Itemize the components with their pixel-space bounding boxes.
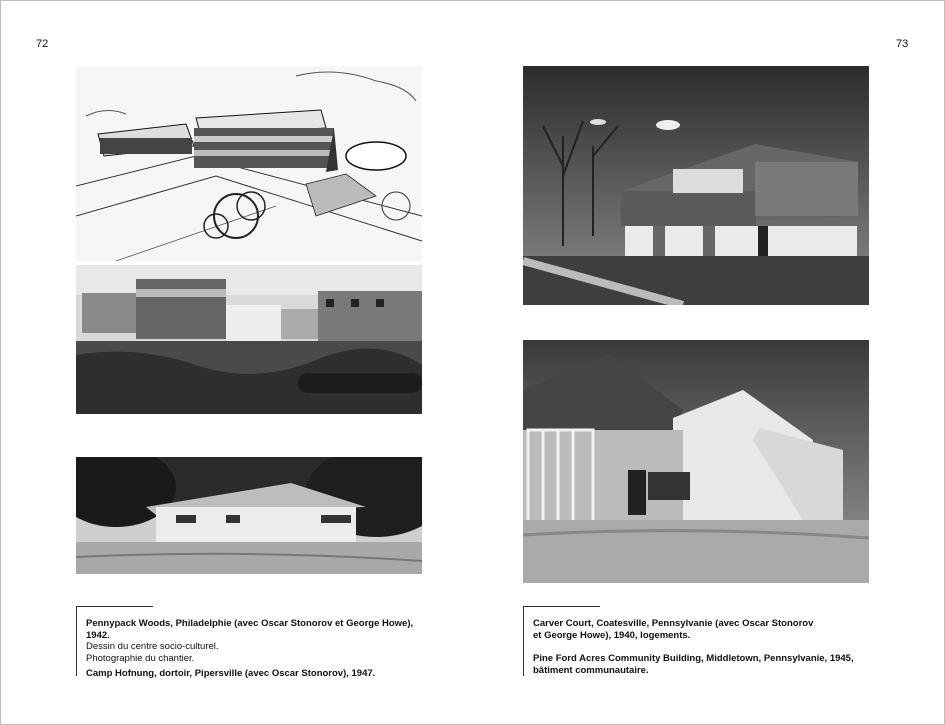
caption-carver-line1: Carver Court, Coatesville, Pennsylvanie (avec Oscar Stonorov: [533, 618, 814, 629]
photo-carver-court: [523, 66, 869, 305]
sketch-community-center: [76, 66, 422, 261]
page-number-right: 73: [896, 38, 909, 50]
caption-pennypack-title: Pennypack Woods, Philadelphie (avec Oscar Stonorov et George Howe), 1942.: [86, 618, 414, 641]
caption-camp-hofnung: Camp Hofnung, dortoir, Pipersville (avec Oscar Stonorov), 1947.: [86, 668, 376, 679]
caption-left: [86, 618, 416, 680]
caption-carver-line2: et George Howe), 1940, logements.: [533, 629, 691, 641]
caption-pine-line1: Pine Ford Acres Community Building, Middletown, Pennsylvanie, 1945,: [533, 653, 854, 664]
caption-rule-horizontal-right: [523, 606, 600, 607]
photo-construction-site: [76, 265, 422, 414]
caption-pine-line2: bâtiment communautaire.: [533, 664, 649, 676]
photo-pine-ford-acres: [523, 340, 869, 583]
page-number-left: 72: [36, 38, 49, 50]
caption-pennypack-photo: Photographie du chantier.: [86, 652, 195, 664]
caption-right: [533, 618, 873, 676]
photo-camp-hofnung: [76, 457, 422, 574]
caption-rule-vertical-right: [523, 606, 524, 676]
caption-pennypack-drawing: Dessin du centre socio-culturel.: [86, 641, 219, 652]
caption-rule-vertical-left: [76, 606, 77, 676]
caption-rule-horizontal-left: [76, 606, 153, 607]
